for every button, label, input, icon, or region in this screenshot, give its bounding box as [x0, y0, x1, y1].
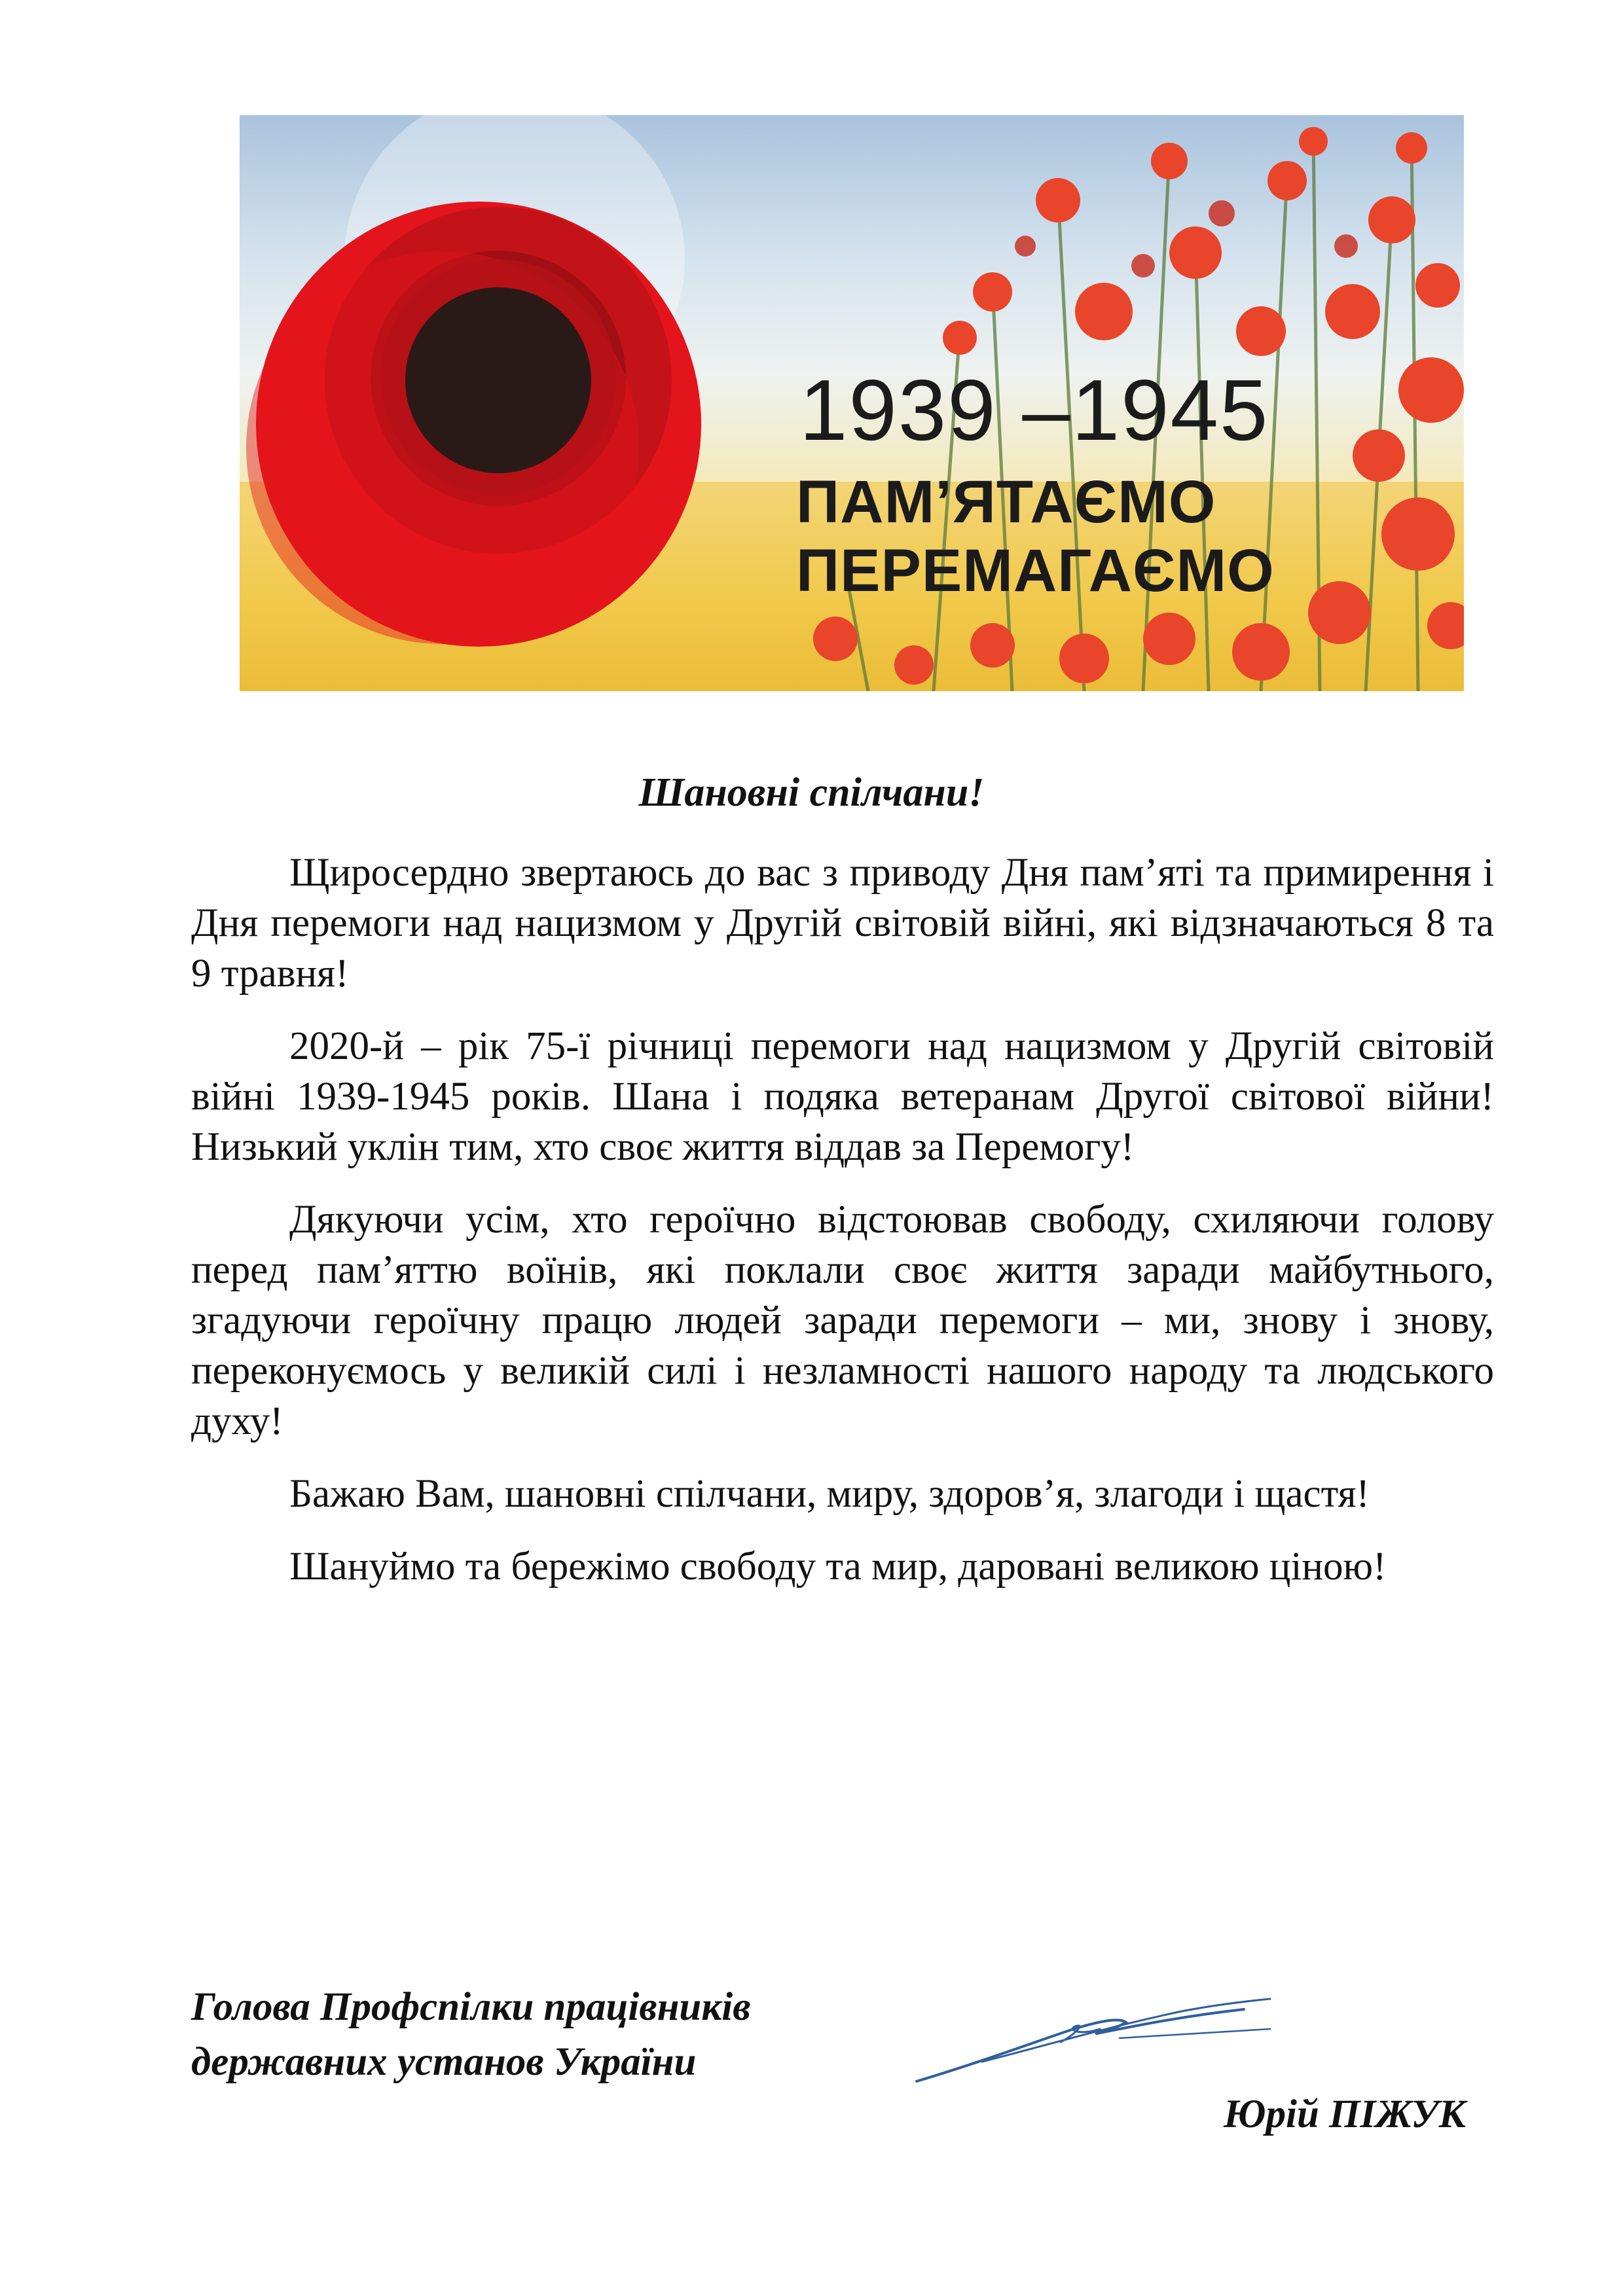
- letter-body: [191, 848, 1494, 1614]
- paragraph-anniversary: 2020-й – рік 75-ї річниці перемоги над нацизмом у Другій світовій війні 1939-1945 років. Шана і подяка ветеранам Другої світової війни! Низький уклін тим, хто своє життя віддав за Перемогу!: [191, 1024, 1494, 1169]
- paragraph-appeal: Щиросердно звертаюсь до вас з приводу Дня пам’яті та примирення і Дня перемоги над нацизмом у Другій світовій війні, які відзначаються 8 та 9 травня!: [191, 851, 1494, 996]
- banner-years: 1939 –1945: [799, 362, 1269, 458]
- signatory-position: [191, 1980, 750, 2090]
- banner-slogan-remember: ПАМ’ЯТАЄМО: [796, 469, 1216, 535]
- signatory-position-line-2: державних установ України: [191, 2040, 697, 2084]
- paragraph-wishes: Бажаю Вам, шановні спілчани, миру, здоров’я, злагоди і щастя!: [289, 1472, 1370, 1516]
- banner-slogan-win: ПЕРЕМАГАЄМО: [796, 537, 1275, 604]
- letter-greeting: Шановні спілчани!: [638, 770, 985, 815]
- signatory-position-line-1: Голова Профспілки працівників: [191, 1985, 751, 2029]
- poppy-logo: [246, 202, 701, 647]
- paragraph-gratitude: Дякуючи усім, хто героїчно відстоював свободу, схиляючи голову перед пам’яттю воїнів, які поклали своє життя заради майбутнього, згадуючи героїчну працю людей заради перемоги – ми, знову і знову, переконуємось у великій силі і незламності нашого народу та людського духу!: [191, 1198, 1494, 1443]
- remembrance-banner: [240, 115, 1464, 691]
- handwritten-signature: [903, 1983, 1296, 2094]
- paragraph-closing: Шануймо та бережімо свободу та мир, даровані великою ціною!: [289, 1545, 1387, 1588]
- signatory-name: Юрій ПІЖУК: [1224, 2092, 1466, 2136]
